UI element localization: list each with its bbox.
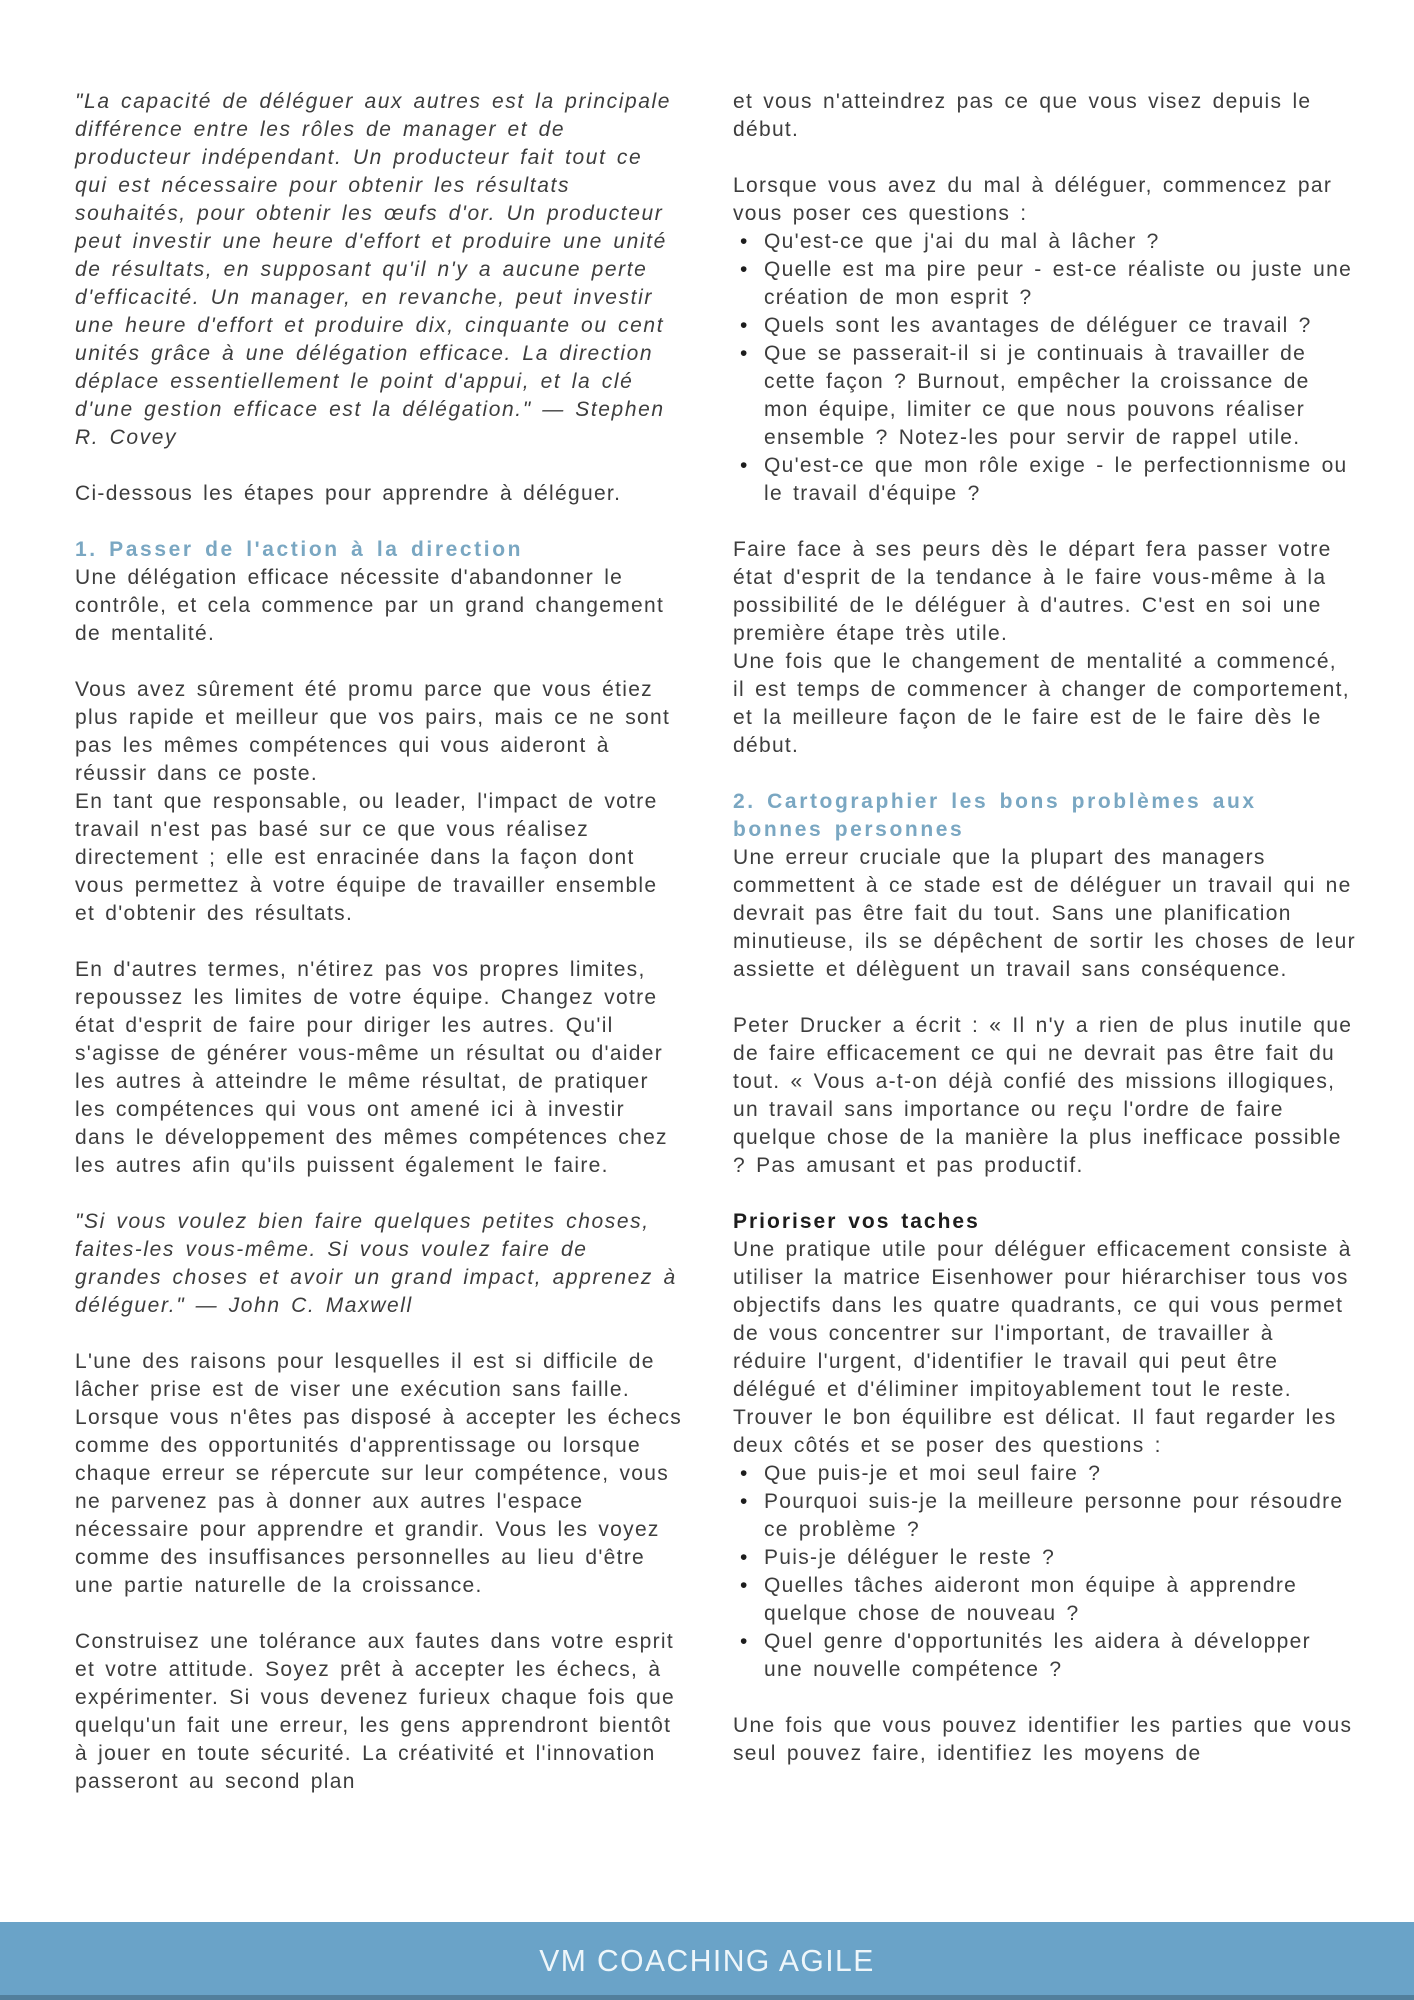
paragraph: En tant que responsable, ou leader, l'impact de votre travail n'est pas basé sur ce que vous réalisez directement ; elle est enracinée dans la façon dont vous permettez à votre équipe de travailler ensemble et d'obtenir des résultats. xyxy=(75,790,658,925)
bullet-item: • Quel genre d'opportunités les aidera à développer une nouvelle compétence ? xyxy=(733,1628,1357,1684)
bullet-item: • Quelles tâches aideront mon équipe à apprendre quelque chose de nouveau ? xyxy=(733,1572,1357,1628)
bullet-item: • Que se passerait-il si je continuais à travailler de cette façon ? Burnout, empêcher la croissance de mon équipe, limiter ce que nous pouvons réaliser ensemble ? Notez-les pour servir de rappel utile. xyxy=(733,340,1357,452)
paragraph: Une fois que vous pouvez identifier les parties que vous seul pouvez faire, identifiez les moyens de xyxy=(733,1714,1353,1765)
bullet-item: • Pourquoi suis-je la meilleure personne pour résoudre ce problème ? xyxy=(733,1488,1357,1544)
paragraph: Construisez une tolérance aux fautes dans votre esprit et votre attitude. Soyez prêt à accepter les échecs, à expérimenter. Si vous devenez furieux chaque fois que quelqu'un fait une erreur, les gens apprendront bientôt à jouer en toute sécurité. La créativité et l'innovation passeront au second plan xyxy=(75,1630,676,1793)
paragraph: L'une des raisons pour lesquelles il est si difficile de lâcher prise est de viser une exécution sans faille. Lorsque vous n'êtes pas disposé à accepter les échecs comme des opportunités d'apprentissage ou lorsque chaque erreur se répercute sur leur compétence, vous ne parvenez pas à donner aux autres l'espace nécessaire pour apprendre et grandir. Vous les voyez comme des insuffisances personnelles au lieu d'être une partie naturelle de la croissance. xyxy=(75,1350,683,1597)
paragraph: Vous avez sûrement été promu parce que vous étiez plus rapide et meilleur que vos pairs, mais ce ne sont pas les mêmes compétences qui vous aideront à réussir dans ce poste. xyxy=(75,678,671,785)
quote-text: "Si vous voulez bien faire quelques petites choses, faites-les vous-même. Si vous voulez faire de grandes choses et avoir un grand impact, apprenez à déléguer." — John C. Maxwell xyxy=(75,1210,677,1317)
bullet-item: • Qu'est-ce que j'ai du mal à lâcher ? xyxy=(733,228,1357,256)
paragraph: Une erreur cruciale que la plupart des managers commettent à ce stade est de déléguer un travail qui ne devrait pas être fait du tout. Sans une planification minutieuse, ils se dépêchent de sortir les choses de leur assiette et délèguent un travail sans conséquence. xyxy=(733,846,1356,981)
sub-heading: Prioriser vos taches xyxy=(733,1210,980,1233)
left-column xyxy=(75,88,683,1796)
paragraph: Une fois que le changement de mentalité a commencé, il est temps de commencer à changer de comportement, et la meilleure façon de le faire est de le faire dès le début. xyxy=(733,650,1350,757)
bullet-item: • Puis-je déléguer le reste ? xyxy=(733,1544,1357,1572)
paragraph: En d'autres termes, n'étirez pas vos propres limites, repoussez les limites de votre équipe. Changez votre état d'esprit de faire pour diriger les autres. Qu'il s'agisse de générer vous-même un résultat ou d'aider les autres à atteindre le même résultat, de pratiquer les compétences qui vous ont amené ici à investir dans le développement des mêmes compétences chez les autres afin qu'ils puissent également le faire. xyxy=(75,958,668,1177)
bullet-list xyxy=(733,228,1357,508)
paragraph: Une délégation efficace nécessite d'abandonner le contrôle, et cela commence par un grand changement de mentalité. xyxy=(75,566,665,645)
paragraph: Lorsque vous avez du mal à déléguer, commencez par vous poser ces questions : xyxy=(733,174,1333,225)
paragraph: et vous n'atteindrez pas ce que vous visez depuis le début. xyxy=(733,90,1312,141)
section-heading: 1. Passer de l'action à la direction xyxy=(75,538,524,561)
paragraph: Ci-dessous les étapes pour apprendre à déléguer. xyxy=(75,482,622,505)
bullet-item: • Qu'est-ce que mon rôle exige - le perfectionnisme ou le travail d'équipe ? xyxy=(733,452,1357,508)
bullet-item: • Quels sont les avantages de déléguer ce travail ? xyxy=(733,312,1357,340)
bullet-item: • Quelle est ma pire peur - est-ce réaliste ou juste une création de mon esprit ? xyxy=(733,256,1357,312)
right-column xyxy=(733,88,1357,1796)
paragraph: Peter Drucker a écrit : « Il n'y a rien de plus inutile que de faire efficacement ce qui ne devrait pas être fait du tout. « Vous a-t-on déjà confié des missions illogiques, un travail sans importance ou reçu l'ordre de faire quelque chose de la manière la plus inefficace possible ? Pas amusant et pas productif. xyxy=(733,1014,1353,1177)
section-heading: 2. Cartographier les bons problèmes aux bonnes personnes xyxy=(733,790,1257,841)
paragraph: Trouver le bon équilibre est délicat. Il faut regarder les deux côtés et se poser des questions : xyxy=(733,1406,1337,1457)
bullet-item: • Que puis-je et moi seul faire ? xyxy=(733,1460,1357,1488)
paragraph: Faire face à ses peurs dès le départ fera passer votre état d'esprit de la tendance à le faire vous-même à la possibilité de le déléguer à d'autres. C'est en soi une première étape très utile. xyxy=(733,538,1332,645)
footer-brand-text: VM COACHING AGILE xyxy=(539,1943,875,1978)
footer-band xyxy=(0,1922,1414,2000)
bullet-list xyxy=(733,1460,1357,1684)
quote-text: "La capacité de déléguer aux autres est la principale différence entre les rôles de manager et de producteur indépendant. Un producteur fait tout ce qui est nécessaire pour obtenir les résultats souhaités, pour obtenir les œufs d'or. Un producteur peut investir une heure d'effort et produire une unité de résultats, en supposant qu'il n'y a aucune perte d'efficacité. Un manager, en revanche, peut investir une heure d'effort et produire dix, cinquante ou cent unités grâce à une délégation efficace. La direction déplace essentiellement le point d'appui, et la clé d'une gestion efficace est la délégation." — Stephen R. Covey xyxy=(75,90,672,449)
paragraph: Une pratique utile pour déléguer efficacement consiste à utiliser la matrice Eisenhower pour hiérarchiser tous vos objectifs dans les quatre quadrants, ce qui vous permet de vous concentrer sur l'important, de travailler à réduire l'urgent, d'identifier le travail qui peut être délégué et d'éliminer impitoyablement tout le reste. xyxy=(733,1238,1352,1401)
